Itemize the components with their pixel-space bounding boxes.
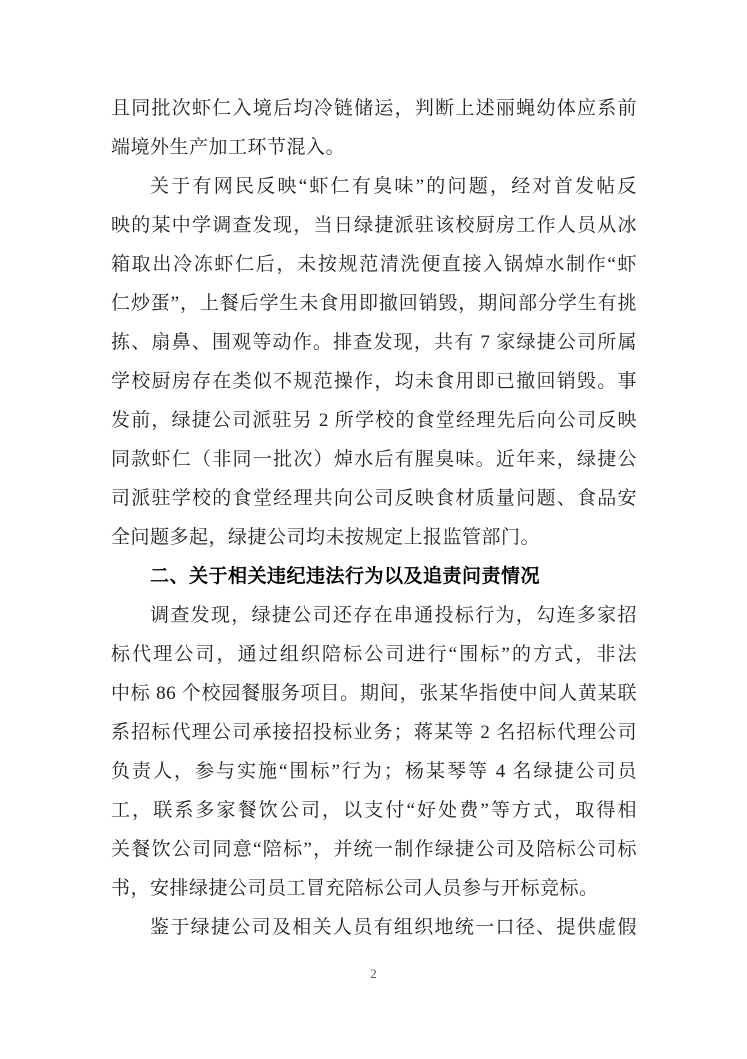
text-line: 工，联系多家餐饮公司，以支付“好处费”等方式，取得相	[111, 800, 637, 821]
text-line: 全问题多起，绿捷公司均未按规定上报监管部门。	[111, 527, 541, 548]
text-line: 书，安排绿捷公司员工冒充陪标公司人员参与开标竞标。	[111, 878, 599, 899]
text-line: 司派驻学校的食堂经理共向公司反映食材质量问题、食品安	[111, 488, 637, 509]
text-line: 系招标代理公司承接招投标业务；蒋某等 2 名招标代理公司	[111, 722, 637, 743]
text-line: 发前，绿捷公司派驻另 2 所学校的食堂经理先后向公司反映	[111, 410, 637, 431]
text-line: 中标 86 个校园餐服务项目。期间，张某华指使中间人黄某联	[111, 683, 637, 704]
text-line: 负责人，参与实施“围标”行为；杨某琴等 4 名绿捷公司员	[111, 761, 637, 782]
page-number: 2	[370, 966, 377, 981]
text-line: 映的某中学调查发现，当日绿捷派驻该校厨房工作人员从冰	[111, 215, 637, 236]
text-line: 同款虾仁（非同一批次）焯水后有腥臭味。近年来，绿捷公	[111, 449, 637, 470]
text-line: 端境外生产加工环节混入。	[111, 137, 346, 158]
text-line: 标代理公司，通过组织陪标公司进行“围标”的方式，非法	[111, 644, 637, 665]
text-line: 学校厨房存在类似不规范操作，均未食用即已撤回销毁。事	[111, 371, 637, 392]
text-line: 仁炒蛋”，上餐后学生未食用即撤回销毁，期间部分学生有挑	[111, 293, 637, 314]
text-line: 调查发现，绿捷公司还存在串通投标行为，勾连多家招	[150, 605, 637, 626]
document-body	[111, 89, 637, 947]
text-line: 且同批次虾仁入境后均冷链储运，判断上述丽蝇幼体应系前	[111, 98, 637, 119]
text-line: 拣、扇鼻、围观等动作。排查发现，共有 7 家绿捷公司所属	[111, 332, 637, 353]
text-line: 箱取出冷冻虾仁后，未按规范清洗便直接入锅焯水制作“虾	[111, 254, 637, 275]
text-line: 关于有网民反映“虾仁有臭味”的问题，经对首发帖反	[150, 176, 637, 197]
text-line: 关餐饮公司同意“陪标”，并统一制作绿捷公司及陪标公司标	[111, 839, 637, 860]
text-line: 鉴于绿捷公司及相关人员有组织地统一口径、提供虚假	[150, 917, 637, 938]
section-heading: 二、关于相关违纪违法行为以及追责问责情况	[150, 566, 541, 587]
